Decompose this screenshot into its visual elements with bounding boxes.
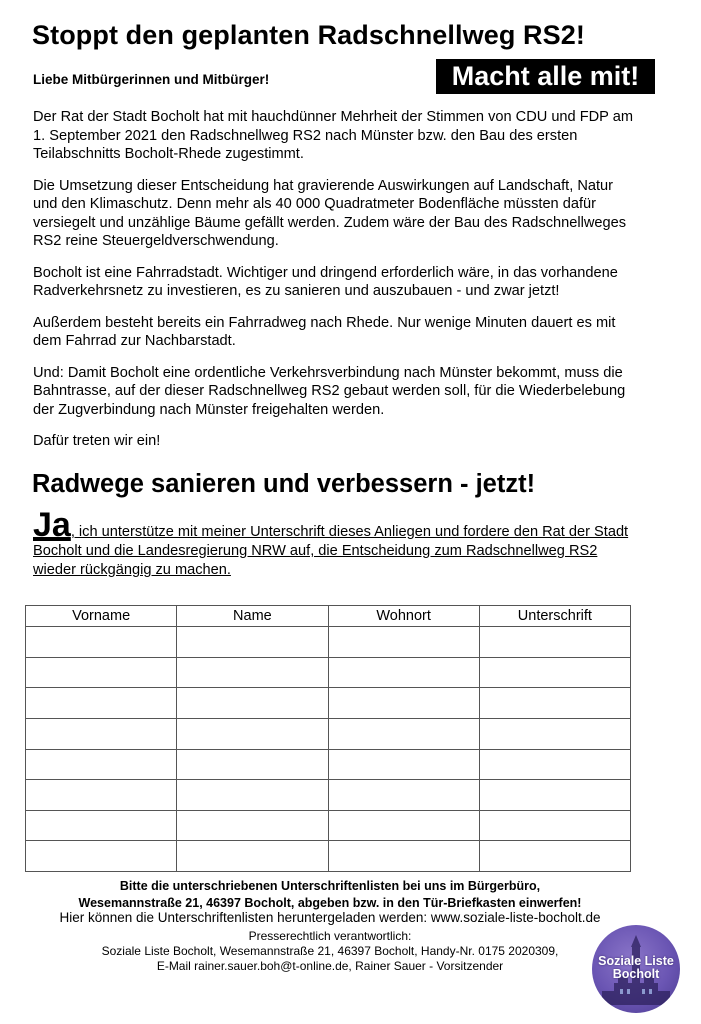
signature-cell[interactable] bbox=[26, 841, 177, 872]
paragraph: Und: Damit Bocholt eine ordentliche Verkehrsverbindung nach Münster bekommt, muss die Bahntrasse, auf der dieser Radschnellweg RS2 gebaut werden soll, für die Wiederbelebung der Zugverbindung nach Münster freigehalten werden. bbox=[33, 364, 626, 418]
signature-row bbox=[26, 718, 631, 749]
signature-cell[interactable] bbox=[328, 749, 479, 780]
column-header-vorname: Vorname bbox=[26, 606, 177, 627]
signature-cell[interactable] bbox=[479, 657, 630, 688]
return-instructions-line: Wesemannstraße 21, 46397 Bocholt, abgeben bzw. in den Tür-Briefkasten einwerfen! bbox=[78, 895, 582, 910]
greeting: Liebe Mitbürgerinnen und Mitbürger! bbox=[33, 72, 270, 87]
signature-cell[interactable] bbox=[177, 657, 328, 688]
signature-cell[interactable] bbox=[177, 627, 328, 658]
signature-row bbox=[26, 657, 631, 688]
paragraph: Die Umsetzung dieser Entscheidung hat gravierende Auswirkungen auf Landschaft, Natur und den Klimaschutz. Denn mehr als 40 000 Quadratmeter Bodenfläche müssten dafür versiegelt und unzählige Bäume gefällt werden. Zudem wäre der Bau des Radschnellweges RS2 reine Steuergeldverschwendung. bbox=[33, 177, 627, 249]
press-imprint bbox=[0, 929, 660, 974]
signature-cell[interactable] bbox=[177, 749, 328, 780]
signature-cell[interactable] bbox=[328, 627, 479, 658]
signature-cell[interactable] bbox=[328, 718, 479, 749]
paragraph: Bocholt ist eine Fahrradstadt. Wichtiger und dringend erforderlich wäre, in das vorhandene Radverkehrsnetz zu investieren, es zu sanieren und auszubauen - und zwar jetzt! bbox=[33, 264, 618, 299]
signature-cell[interactable] bbox=[479, 718, 630, 749]
return-instructions-line: Bitte die unterschriebenen Unterschriftenlisten bei uns im Bürgerbüro, bbox=[119, 879, 541, 893]
signature-row bbox=[26, 780, 631, 811]
signature-row bbox=[26, 810, 631, 841]
logo-text-line1: Soziale Liste bbox=[598, 954, 674, 968]
signature-row bbox=[26, 841, 631, 872]
signature-cell[interactable] bbox=[26, 810, 177, 841]
pledge-statement bbox=[33, 506, 633, 580]
signature-cell[interactable] bbox=[177, 780, 328, 811]
signature-rows bbox=[26, 627, 631, 872]
signature-row bbox=[26, 627, 631, 658]
signature-cell[interactable] bbox=[479, 841, 630, 872]
signature-cell[interactable] bbox=[328, 688, 479, 719]
signature-cell[interactable] bbox=[26, 627, 177, 658]
signature-table bbox=[25, 605, 631, 872]
column-header-name: Name bbox=[177, 606, 328, 627]
paragraph: Dafür treten wir ein! bbox=[33, 433, 161, 449]
signature-cell[interactable] bbox=[479, 627, 630, 658]
signature-row bbox=[26, 749, 631, 780]
signature-cell[interactable] bbox=[479, 688, 630, 719]
signature-cell[interactable] bbox=[26, 718, 177, 749]
signature-cell[interactable] bbox=[328, 810, 479, 841]
signature-cell[interactable] bbox=[26, 780, 177, 811]
download-note: Hier können die Unterschriftenlisten heruntergeladen werden: www.soziale-liste-bocholt.de bbox=[59, 910, 601, 925]
paragraph: Außerdem besteht bereits ein Fahrradweg nach Rhede. Nur wenige Minuten dauert es mit dem Fahrrad zur Nachbarstadt. bbox=[33, 314, 616, 349]
subtitle: Radwege sanieren und verbessern - jetzt! bbox=[32, 470, 536, 498]
paragraph: Der Rat der Stadt Bocholt hat mit hauchdünner Mehrheit der Stimmen von CDU und FDP am 1. September 2021 den Radschnellweg RS2 nach Münster bzw. den Bau des ersten Teilabschnitts Bocholt-Rhede zugestimmt. bbox=[33, 109, 633, 162]
logo-text-line2: Bocholt bbox=[612, 967, 660, 981]
signature-cell[interactable] bbox=[26, 688, 177, 719]
call-to-action-badge: Macht alle mit! bbox=[436, 59, 655, 94]
signature-row bbox=[26, 688, 631, 719]
signature-cell[interactable] bbox=[328, 657, 479, 688]
signature-cell[interactable] bbox=[26, 749, 177, 780]
soziale-liste-logo bbox=[592, 925, 680, 1013]
signature-cell[interactable] bbox=[328, 780, 479, 811]
column-header-unterschrift: Unterschrift bbox=[479, 606, 630, 627]
page-title: Stoppt den geplanten Radschnellweg RS2! bbox=[32, 20, 585, 50]
signature-cell[interactable] bbox=[479, 749, 630, 780]
body-text bbox=[33, 108, 633, 464]
signature-cell[interactable] bbox=[177, 688, 328, 719]
press-contact: E-Mail rainer.sauer.boh@t-online.de, Rainer Sauer - Vorsitzender bbox=[156, 959, 504, 973]
signature-cell[interactable] bbox=[328, 841, 479, 872]
signature-cell[interactable] bbox=[479, 810, 630, 841]
table-header-row bbox=[26, 606, 631, 627]
signature-cell[interactable] bbox=[177, 810, 328, 841]
press-address: Soziale Liste Bocholt, Wesemannstraße 21, 46397 Bocholt, Handy-Nr. 0175 2020309, bbox=[101, 944, 559, 958]
pledge-text: , ich unterstütze mit meiner Unterschrift dieses Anliegen und fordere den Rat der Stadt Bocholt und die Landesregierung NRW auf, die Entscheidung zum Radschnellweg RS2 wieder rückgängig zu machen. bbox=[33, 524, 629, 578]
signature-cell[interactable] bbox=[177, 718, 328, 749]
press-label: Presserechtlich verantwortlich: bbox=[248, 929, 412, 943]
signature-cell[interactable] bbox=[177, 841, 328, 872]
pledge-ja: Ja bbox=[33, 506, 71, 544]
signature-cell[interactable] bbox=[479, 780, 630, 811]
signature-cell[interactable] bbox=[26, 657, 177, 688]
return-instructions bbox=[0, 878, 660, 911]
column-header-wohnort: Wohnort bbox=[328, 606, 479, 627]
